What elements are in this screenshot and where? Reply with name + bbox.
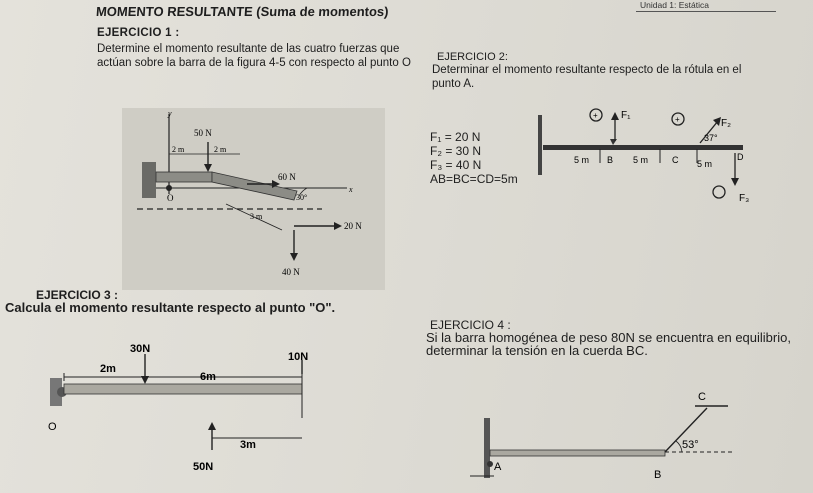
ex1-dist-low-label: 3 m [250,212,263,221]
ex2-angle-label: 37° [704,133,718,143]
ex3-force-b-label: 10N [288,351,309,363]
ex2-f3-label: F₃ [739,193,750,204]
ex1-dist-mid-label: 2 m [214,145,227,154]
ex3-force-c-label: 50N [193,461,214,473]
ex4-point-a: A [494,461,502,473]
ex1-x-axis-label: x [349,185,353,194]
ex2-seg-bc: 5 m [633,155,649,165]
ex2-point-c: C [672,155,679,165]
page-title: MOMENTO RESULTANTE (Suma de momentos) [95,4,390,19]
ex2-statement: Determinar el momento resultante respecto de la rótula en el punto A. [432,64,742,90]
ex2-plus-sign-1: + [593,111,598,120]
ex2-point-d: D [737,152,744,162]
ex4-point-c: C [698,391,706,403]
ex1-force-top-label: 50 N [194,128,212,138]
ex3-force-a-label: 30N [130,343,151,355]
ex3-statement: Calcula el momento resultante respecto al punto "O". [5,300,336,315]
header-rule [636,11,776,12]
ex1-force-bottom-label: 40 N [282,267,300,277]
ex3-dist-a-label: 2m [100,363,116,375]
ex2-given-f1: F₁ = 20 N [430,130,481,144]
ex2-given-f3: F₃ = 40 N [430,158,482,172]
ex1-force-low-label: 20 N [344,221,362,231]
ex2-heading: EJERCICIO 2: [437,51,508,63]
ex4-angle-label: 53° [682,439,699,451]
ex4-point-b: B [654,469,662,481]
ex1-diagram [122,108,385,290]
ex2-point-b: B [607,155,614,165]
ex2-f2-label: F₂ [721,118,731,129]
ex1-heading: EJERCICIO 1 : [97,27,180,39]
ex2-plus-sign-2: + [675,115,680,124]
ex1-dist-left-label: 2 m [172,145,185,154]
ex2-figure [535,105,760,205]
ex4-statement: Si la barra homogénea de peso 80N se encuentra en equilibrio, determinar la tensión en la cuerda BC. [426,330,791,358]
ex4-heading: EJERCICIO 4 : [430,318,511,332]
ex4-figure [470,388,750,488]
ex1-origin-label: O [167,193,174,203]
ex3-dist-c-label: 3m [240,439,256,451]
ex1-force-right-label: 60 N [278,172,296,182]
ex1-statement: Determine el momento resultante de las cuatro fuerzas que actúan sobre la barra de la figura 4-5 con respecto al punto O [97,43,411,69]
ex3-figure [40,338,320,480]
ex3-heading: EJERCICIO 3 : [36,288,119,302]
ex1-angle-label: 30° [296,193,308,202]
ex1-figure [122,108,385,290]
ex2-seg-cd: 5 m [697,159,713,169]
ex2-given-f2: F₂ = 30 N [430,144,482,158]
ex3-origin-label: O [48,421,57,433]
unit-label: Unidad 1: Estática [640,0,709,10]
ex2-given-length: AB=BC=CD=5m [430,172,518,186]
ex1-y-axis-label: y [168,109,172,118]
ex2-seg-ab: 5 m [574,155,590,165]
ex3-dist-b-label: 6m [200,371,216,383]
ex2-f1-label: F₁ [621,110,631,121]
